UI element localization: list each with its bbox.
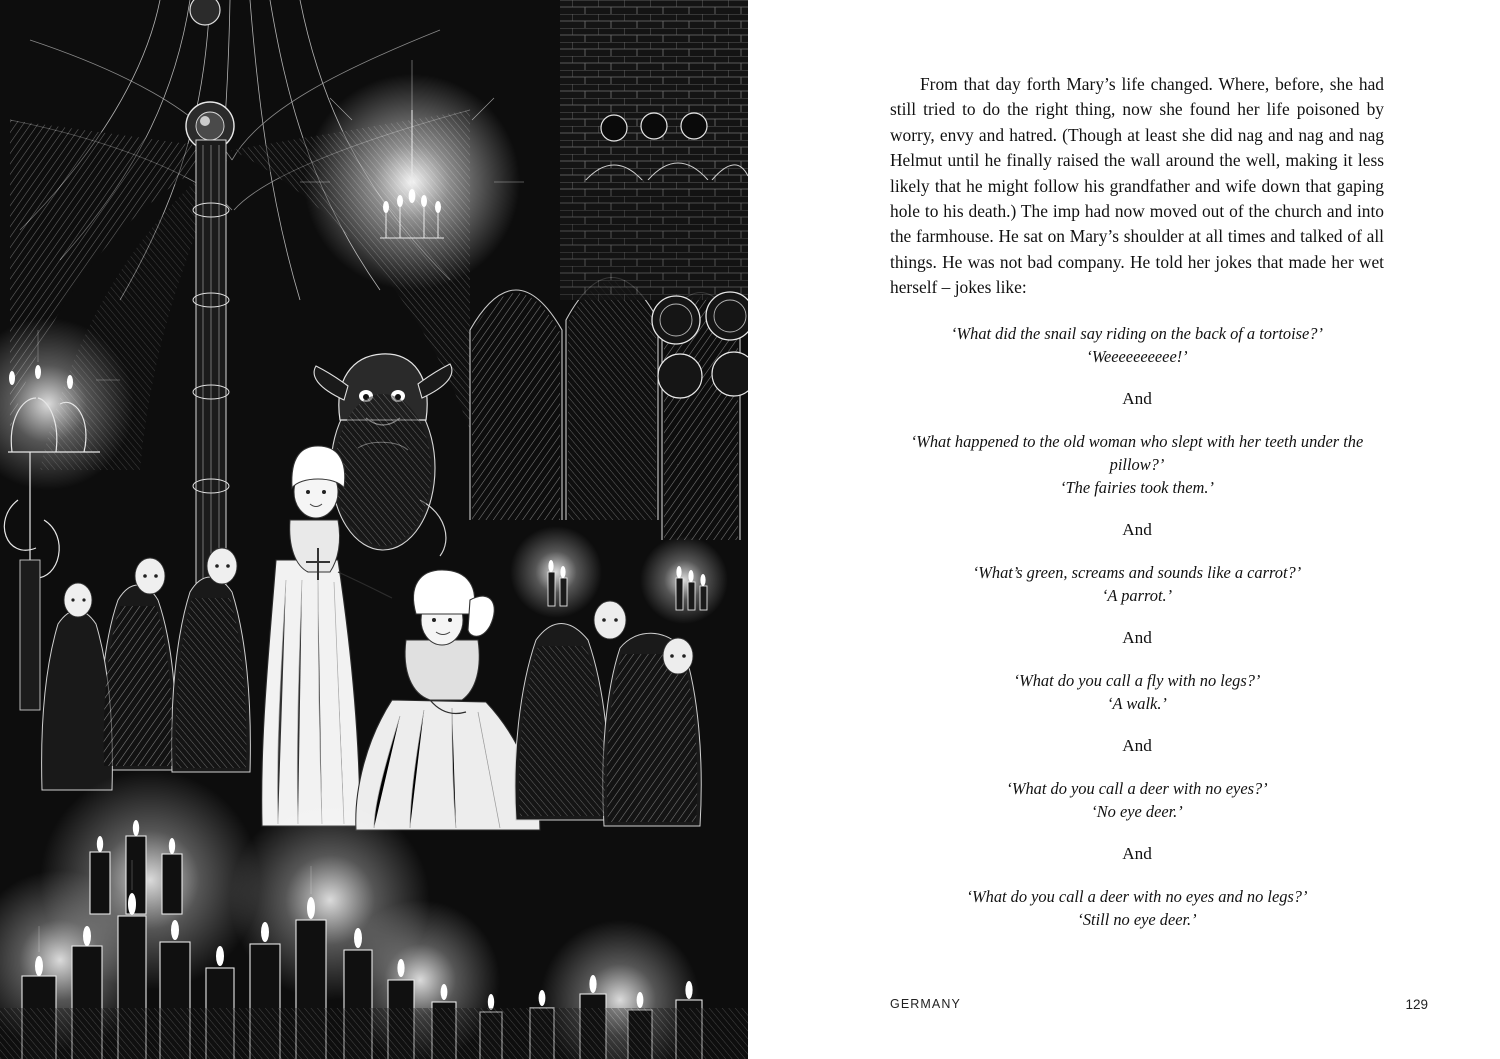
joke-answer: ‘Weeeeeeeeee!’ [1086, 346, 1188, 366]
joke-question: ‘What happened to the old woman who slept with her teeth under the pillow?’ [910, 431, 1364, 474]
connector-3: And [1122, 627, 1152, 647]
connector-2: And [1122, 519, 1152, 539]
joke-answer: ‘A parrot.’ [1101, 585, 1173, 605]
connector-1: And [1122, 388, 1152, 408]
joke-answer: ‘Still no eye deer.’ [1077, 909, 1197, 929]
body-paragraph-text: From that day forth Mary’s life changed. Where, before, she had still tried to do the right thing, now she found her life poisoned by worry, envy and hatred. (Though at least she did nag and nag and nag Helmut until he finally raised the wall around the well, making it less likely that he might follow his grandfather and wife down that gaping hole to his death.) The imp had now moved out of the church and into the farmhouse. He sat on Mary’s shoulder at all times and talked of all things. He was not bad company. He told her jokes that made her wet herself – jokes like: [890, 74, 1384, 298]
joke-5 [890, 777, 1384, 823]
joke-question: ‘What do you call a deer with no eyes and no legs?’ [966, 886, 1308, 906]
joke-question: ‘What do you call a fly with no legs?’ [1013, 670, 1261, 690]
joke-question: ‘What did the snail say riding on the back of a tortoise?’ [951, 323, 1323, 343]
illustration-plate [0, 0, 748, 1059]
connector-4: And [1122, 735, 1152, 755]
joke-answer: ‘No eye deer.’ [1091, 801, 1183, 821]
joke-question: ‘What do you call a deer with no eyes?’ [1006, 778, 1268, 798]
joke-answer: ‘The fairies took them.’ [1060, 477, 1214, 497]
joke-4 [890, 669, 1384, 715]
joke-answer: ‘A walk.’ [1107, 693, 1167, 713]
church-interior-engraving [0, 0, 748, 1059]
page-footer [890, 997, 1428, 1015]
joke-1 [890, 322, 1384, 368]
chapter-label: GERMANY [890, 997, 961, 1011]
body-paragraph [890, 72, 1384, 301]
text-page [752, 0, 1500, 1059]
text-column [890, 72, 1384, 931]
joke-3 [890, 561, 1384, 607]
joke-6 [890, 885, 1384, 931]
page-number: 129 [1405, 997, 1428, 1012]
joke-question: ‘What’s green, screams and sounds like a carrot?’ [972, 562, 1302, 582]
joke-2 [890, 430, 1384, 499]
connector-5: And [1122, 843, 1152, 863]
